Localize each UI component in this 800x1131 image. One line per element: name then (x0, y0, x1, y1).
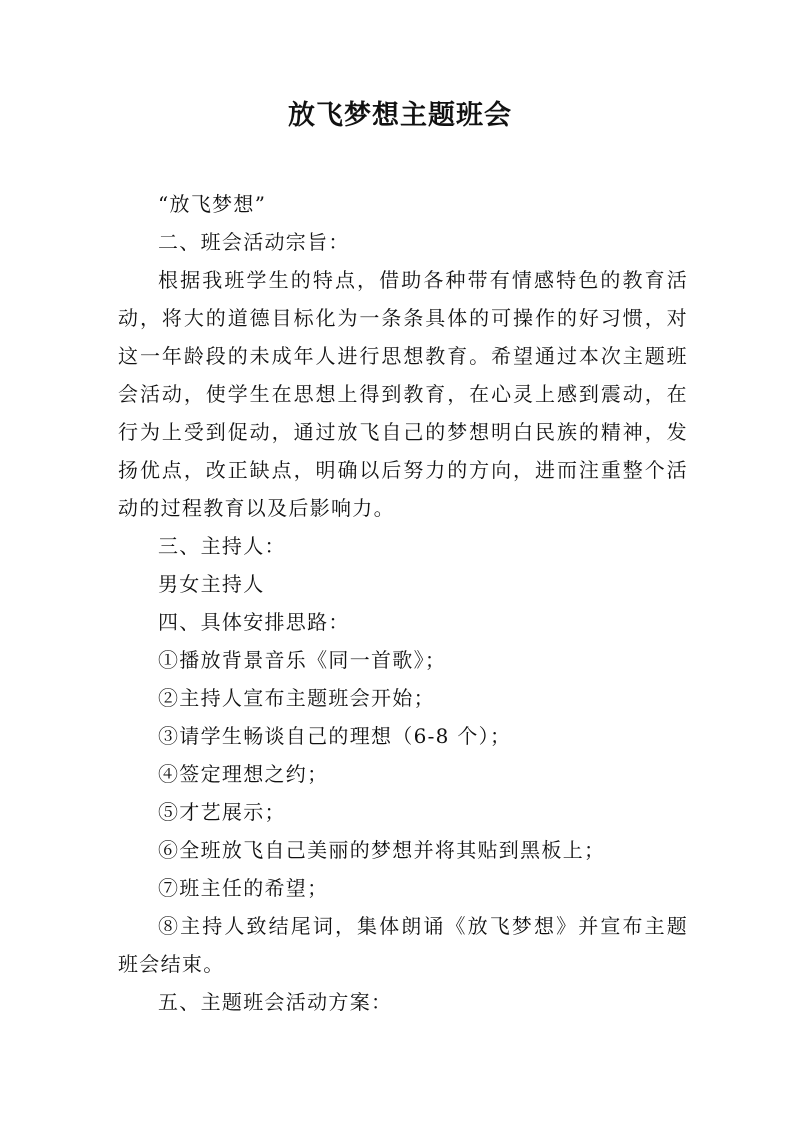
section-heading-host: 三、主持人： (158, 534, 286, 558)
arrangement-item-6: ⑥全班放飞自己美丽的梦想并将其贴到黑板上； (158, 838, 606, 862)
section-heading-purpose: 二、班会活动宗旨： (158, 230, 350, 254)
arrangement-item-1: ①播放背景音乐《同一首歌》； (158, 648, 447, 672)
host-text: 男女主持人 (158, 572, 265, 596)
document-title: 放飞梦想主题班会 (288, 100, 512, 131)
quote-line: “放飞梦想” (158, 192, 267, 216)
section-heading-plan: 五、主题班会活动方案： (158, 990, 393, 1014)
arrangement-item-8: ⑧主持人致结尾词，集体朗诵《放飞梦想》并宣布主题班会结束。 (118, 914, 688, 976)
section-heading-arrangement: 四、具体安排思路： (158, 610, 350, 634)
arrangement-item-7: ⑦班主任的希望； (158, 876, 329, 900)
arrangement-item-4: ④签定理想之约； (158, 762, 329, 786)
arrangement-item-3: ③请学生畅谈自己的理想（6-8 个）； (158, 724, 512, 748)
purpose-paragraph: 根据我班学生的特点，借助各种带有情感特色的教育活动，将大的道德目标化为一条条具体的可操作的好习惯，对这一年龄段的未成年人进行思想教育。希望通过本次主题班会活动，使学生在思想上得到教育，在心灵上感到震动，在行为上受到促动，通过放飞自己的梦想明白民族的精神，发扬优点，改正缺点，明确以后努力的方向，进而注重整个活动的过程教育以及后影响力。 (118, 268, 688, 520)
arrangement-item-5: ⑤才艺展示； (158, 800, 286, 824)
document-body (118, 185, 688, 1021)
arrangement-item-2: ②主持人宣布主题班会开始； (158, 686, 435, 710)
